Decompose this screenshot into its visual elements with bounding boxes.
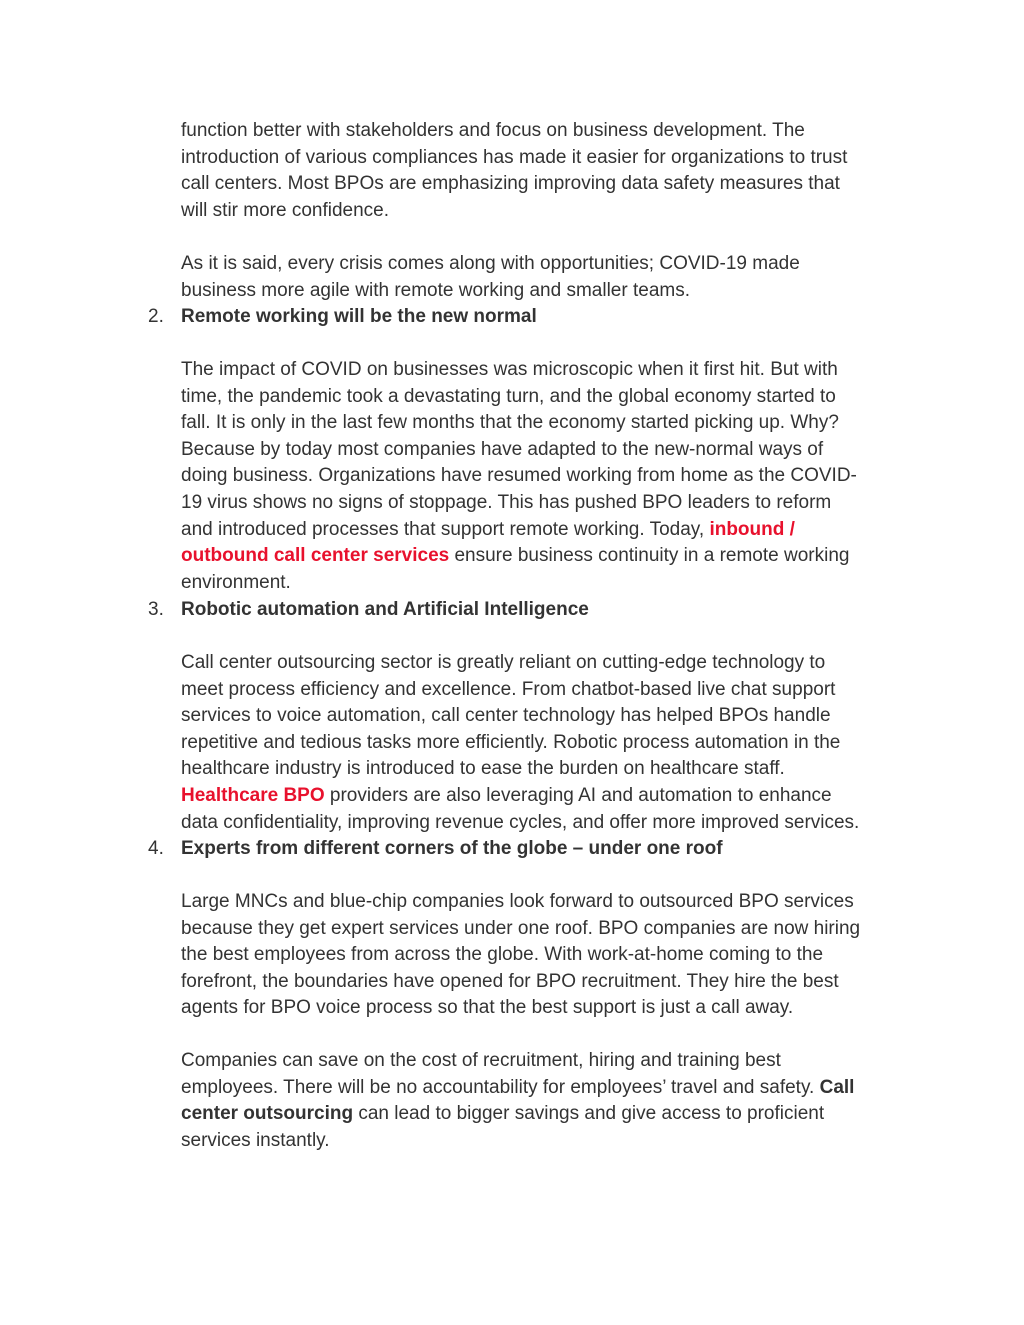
- text-line: Call center outsourcing sector is greatly reliant on cutting-edge technology to: [181, 652, 826, 673]
- text-line: [181, 1075, 921, 1102]
- robotic-automation-paragraph: [181, 650, 921, 836]
- text-line: Companies can save on the cost of recruitment, hiring and training best: [181, 1050, 781, 1071]
- text-line: Because by today most companies have adapted to the new-normal ways of: [181, 438, 824, 460]
- heading-text: Remote working will be the new normal: [181, 306, 537, 327]
- text-line: services to voice automation, call center technology has helped BPOs handle: [181, 705, 831, 727]
- intro-paragraph-2: [181, 251, 921, 304]
- text-line: agents for BPO voice process so that the best support is just a call away.: [181, 997, 794, 1019]
- list-number-4: 4.: [148, 838, 164, 859]
- text-line: [181, 1101, 921, 1128]
- text-line: As it is said, every crisis comes along with opportunities; COVID-19 made: [181, 253, 800, 274]
- text-line: data confidentiality, improving revenue cycles, and offer more improved services.: [181, 811, 860, 833]
- text-line: The impact of COVID on businesses was microscopic when it first hit. But with: [181, 359, 838, 380]
- text-line: 19 virus shows no signs of stoppage. This has pushed BPO leaders to reform: [181, 491, 832, 513]
- text-line: business more agile with remote working and smaller teams.: [181, 279, 690, 301]
- section-heading-robotic-automation: [181, 597, 921, 624]
- heading-text: Experts from different corners of the globe – under one roof: [181, 838, 723, 859]
- text-line: because they get expert services under one roof. BPO companies are now hiring: [181, 917, 861, 939]
- call-center-outsourcing-bold: Call: [819, 1076, 855, 1098]
- text-segment: employees. There will be no accountability for employees’ travel and safety.: [181, 1076, 820, 1098]
- inbound-outbound-link[interactable]: inbound /: [709, 518, 795, 540]
- text-line: doing business. Organizations have resumed working from home as the COVID-: [181, 465, 857, 487]
- text-line: function better with stakeholders and focus on business development. The: [181, 120, 805, 141]
- text-segment: ensure business continuity in a remote working: [449, 545, 850, 567]
- text-line: [181, 543, 921, 570]
- text-line: environment.: [181, 571, 291, 593]
- text-segment: and introduced processes that support remote working. Today,: [181, 518, 710, 540]
- text-line: the best employees from across the globe. With work-at-home coming to the: [181, 944, 824, 966]
- experts-paragraph-1: [181, 889, 921, 1022]
- text-segment: can lead to bigger savings and give access to proficient: [353, 1103, 825, 1125]
- text-line: time, the pandemic took a devastating turn, and the global economy started to: [181, 385, 836, 407]
- text-line: meet process efficiency and excellence. From chatbot-based live chat support: [181, 678, 836, 700]
- intro-paragraph-1: [181, 118, 921, 224]
- text-segment: providers are also leveraging AI and automation to enhance: [324, 784, 832, 806]
- list-number-3: 3.: [148, 599, 164, 620]
- text-line: forefront, the boundaries have opened for BPO recruitment. They hire the best: [181, 970, 839, 992]
- text-line: Large MNCs and blue-chip companies look forward to outsourced BPO services: [181, 891, 854, 912]
- text-line: [181, 783, 921, 810]
- text-line: healthcare industry is introduced to ease the burden on healthcare staff.: [181, 758, 785, 780]
- text-line: will stir more confidence.: [181, 199, 390, 221]
- heading-text: Robotic automation and Artificial Intelligence: [181, 599, 589, 620]
- text-line: introduction of various compliances has made it easier for organizations to trust: [181, 146, 848, 168]
- text-line: repetitive and tedious tasks more efficiently. Robotic process automation in the: [181, 731, 841, 753]
- section-heading-remote-working: [181, 304, 921, 331]
- text-line: fall. It is only in the last few months that the economy started picking up. Why?: [181, 412, 839, 434]
- text-line: services instantly.: [181, 1129, 330, 1151]
- section-heading-experts: [181, 836, 921, 863]
- inbound-outbound-link-continued[interactable]: outbound call center services: [181, 545, 450, 567]
- text-line: [181, 517, 921, 544]
- text-line: call centers. Most BPOs are emphasizing improving data safety measures that: [181, 173, 840, 195]
- healthcare-bpo-link[interactable]: Healthcare BPO: [181, 784, 325, 806]
- remote-working-paragraph: [181, 357, 921, 596]
- experts-paragraph-2: [181, 1048, 921, 1154]
- call-center-outsourcing-bold-continued: center outsourcing: [181, 1103, 354, 1125]
- list-number-2: 2.: [148, 306, 164, 327]
